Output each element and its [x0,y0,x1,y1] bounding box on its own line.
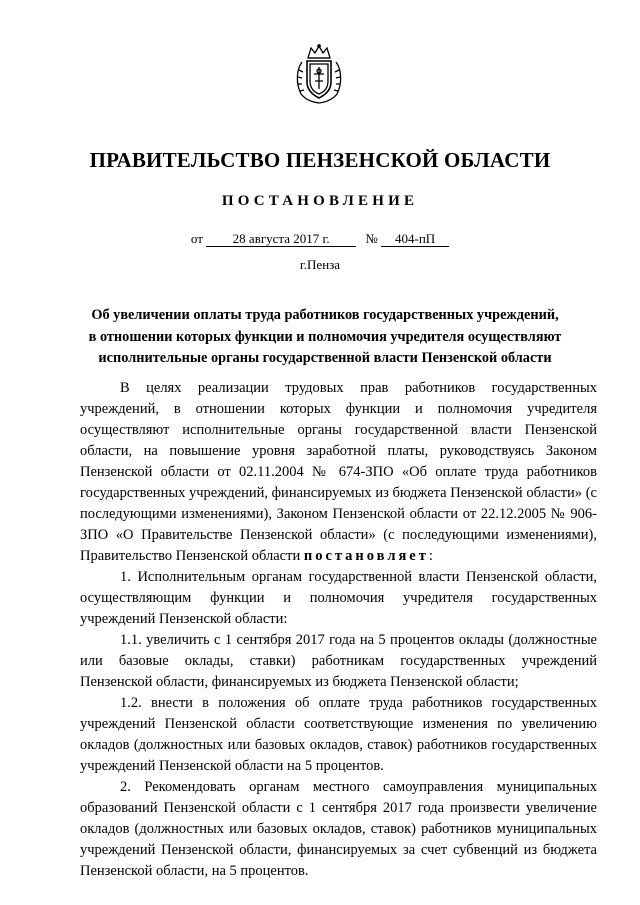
resolves-suffix: : [428,548,433,564]
subject-line: исполнительные органы государственной власти Пензенской области [98,350,552,366]
resolves-word: постановляет [303,548,429,564]
preamble-text: В целях реализации трудовых прав работников государственных учреждений, в отношении которых функции и полномочия учредителя осуществляют исполнительные органы государственной власти Пензенской области, на повышение уровня заработной платы, руководствуясь Законом Пензенской области от 02.11.2004 № 674-ЗПО «Об оплате труда работников государственных учреждений, финансируемых из бюджета Пензенской области» (с последующими изменениями), Законом Пензенской области от 22.12.2005 № 906-ЗПО «О Правительстве Пензенской области» (с последующими изменениями), Правительство Пензенской области [80,380,597,564]
preamble-paragraph [80,378,597,567]
coat-of-arms-icon [293,44,345,104]
item-1-2: 1.2. внести в положения об оплате труда работников государственных учреждений Пензенской области соответствующие изменения по увеличению окладов (должностных или базовых окладов, ставок) работников государственных учреждений Пензенской области на 5 процентов. [80,695,597,774]
city: г.Пенза [299,257,341,272]
item-2: 2. Рекомендовать органам местного самоуправления муниципальных образований Пензенской области с 1 сентября 2017 года произвести увеличение окладов (должностных или базовых окладов, ставок) работников муниципальных учреждений Пензенской области, финансируемых за счет субвенций из бюджета Пензенской области, на 5 процентов. [80,779,597,879]
subject-line: Об увеличении оплаты труда работников государственных учреждений, [91,307,559,323]
document-subject [60,305,590,370]
number-prefix: № [365,231,378,246]
document-number: 404-пП [381,232,449,247]
document-date: 28 августа 2017 г. [206,232,356,247]
organization-title: ПРАВИТЕЛЬСТВО ПЕНЗЕНСКОЙ ОБЛАСТИ [89,148,551,172]
item-1: 1. Исполнительным органам государственной власти Пензенской области, осуществляющим функции и полномочия учредителя государственных учреждений Пензенской области: [80,569,597,627]
document-type: ПОСТАНОВЛЕНИЕ [221,193,419,209]
date-number-line [0,231,640,247]
item-1-1: 1.1. увеличить с 1 сентября 2017 года на 5 процентов оклады (должностные или базовые оклады, ставки) работникам государственных учреждений Пензенской области, финансируемых из бюджета Пензенской области; [80,632,597,690]
document-body [80,378,597,882]
subject-line: в отношении которых функции и полномочия учредителя осуществляют [88,328,562,345]
date-prefix: от [190,231,203,246]
